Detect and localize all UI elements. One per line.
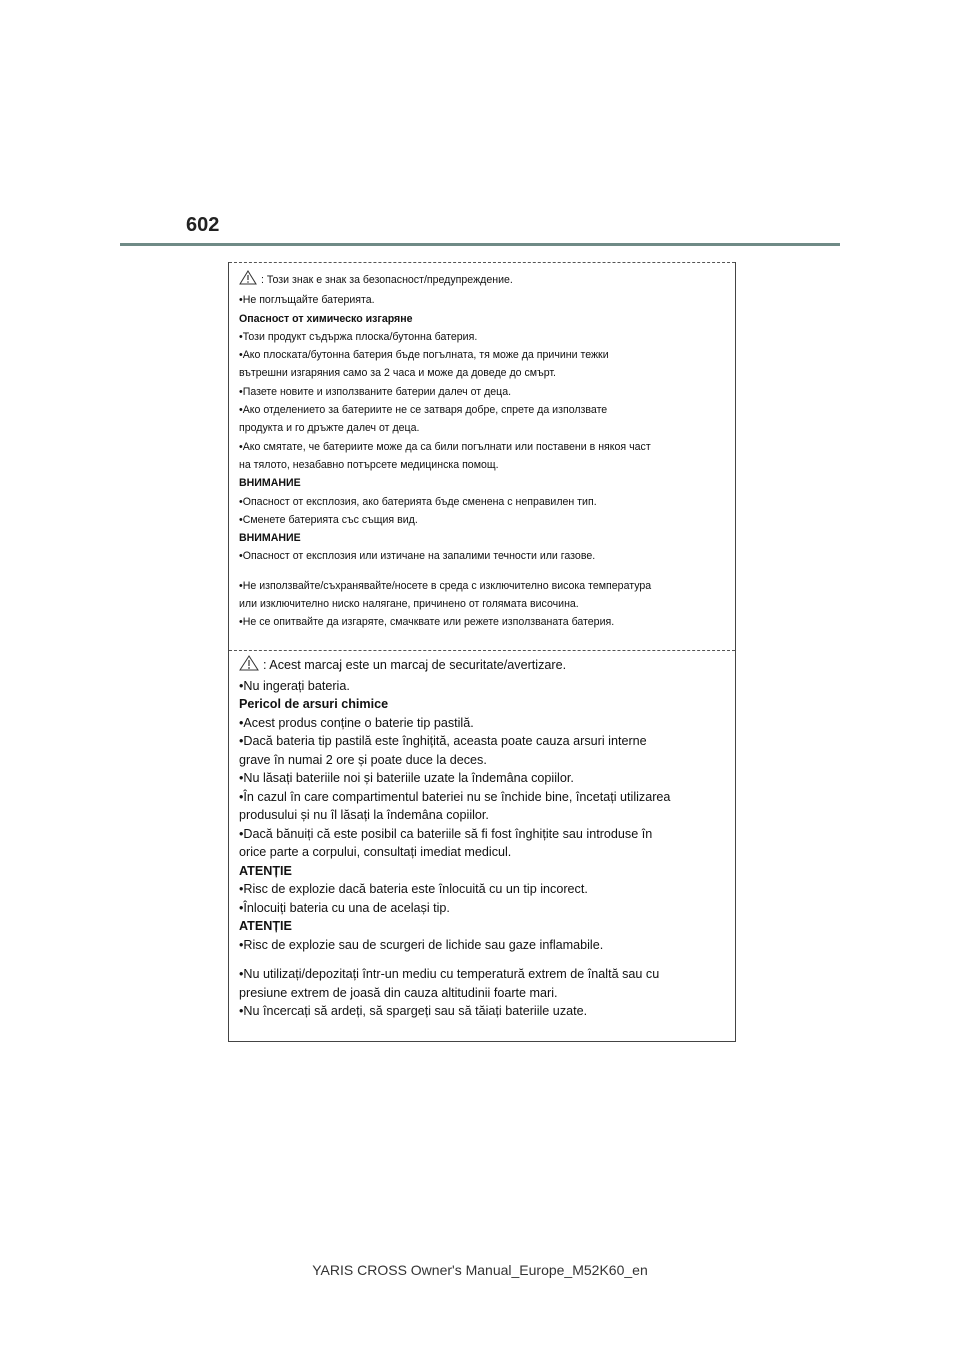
label-line: orice parte a corpului, consultați imediat medicul. bbox=[239, 845, 512, 859]
label-line: •Този продукт съдържа плоска/бутонна батерия. bbox=[239, 330, 478, 343]
label-heading: Pericol de arsuri chimice bbox=[239, 697, 389, 711]
label-top-border bbox=[229, 262, 735, 263]
label-line: •Nu încercați să ardeți, să spargeți sau să tăiați bateriile uzate. bbox=[239, 1004, 588, 1018]
label-line: •Înlocuiți bateria cu una de același tip. bbox=[239, 900, 450, 915]
label-section-romanian bbox=[239, 655, 729, 1021]
label-line: : Този знак е знак за безопасност/предупреждение. bbox=[239, 270, 729, 291]
label-line: продукта и го дръжте далеч от деца. bbox=[239, 422, 420, 435]
label-line: •Опасност от експлозия, ако батерията бъде сменена с неправилен тип. bbox=[239, 495, 597, 508]
label-line: •Не поглъщайте батерията. bbox=[239, 294, 375, 307]
label-line: •Пазете новите и използваните батерии далеч от деца. bbox=[239, 385, 512, 398]
battery-warning-label bbox=[228, 262, 736, 1042]
label-heading: ВНИМАНИЕ bbox=[239, 532, 301, 545]
label-line: produsului și nu îl lăsați la îndemâna copiilor. bbox=[239, 808, 489, 822]
label-line: •În cazul în care compartimentul bateriei nu se închide bine, încetați utilizarea bbox=[239, 789, 671, 804]
label-line: •Ако отделението за батериите не се затваря добре, спрете да използвате bbox=[239, 404, 608, 417]
label-line: •Не се опитвайте да изгаряте, смачквате или режете използваната батерия. bbox=[239, 616, 615, 629]
label-line: : Acest marcaj este un marcaj de securitate/avertizare. bbox=[239, 655, 729, 677]
label-line: •Dacă bateria tip pastilă este înghițită, aceasta poate cauza arsuri interne bbox=[239, 734, 647, 748]
page-footer: YARIS CROSS Owner's Manual_Europe_M52K60_en bbox=[312, 1262, 648, 1278]
label-line: •Опасност от експлозия или изтичане на запалими течности или газове. bbox=[239, 550, 596, 563]
label-heading: ATENȚIE bbox=[239, 919, 292, 933]
label-line: •Не използвайте/съхранявайте/носете в среда с изключително висока температура bbox=[239, 579, 652, 592]
warning-triangle-icon bbox=[239, 270, 257, 291]
page-number: 602 bbox=[186, 214, 220, 236]
label-line: вътрешни изгаряния само за 2 часа и може да доведе до смърт. bbox=[239, 367, 556, 380]
label-line: на тялото, незабавно потърсете медицинска помощ. bbox=[239, 458, 499, 471]
label-line: •Сменете батерията със същия вид. bbox=[239, 513, 418, 526]
label-line: presiune extrem de joasă din cauza altitudinii foarte mari. bbox=[239, 985, 558, 1000]
label-heading: ATENȚIE bbox=[239, 863, 292, 878]
label-line: •Ако плоската/бутонна батерия бъде погълната, тя може да причини тежки bbox=[239, 349, 609, 362]
label-heading: Опасност от химическо изгаряне bbox=[239, 312, 413, 325]
header-rule bbox=[120, 243, 840, 246]
label-line: •Nu utilizați/depozitați într-un mediu cu temperatură extrem de înaltă sau cu bbox=[239, 967, 660, 981]
label-section-divider bbox=[229, 650, 735, 651]
label-line: или изключително ниско налягане, причинено от голямата височина. bbox=[239, 598, 579, 611]
label-line: •Risc de explozie dacă bateria este înlocuită cu un tip incorect. bbox=[239, 882, 588, 896]
label-line: •Risc de explozie sau de scurgeri de lichide sau gaze inflamabile. bbox=[239, 937, 604, 952]
label-line: •Nu lăsați bateriile noi și bateriile uzate la îndemâna copiilor. bbox=[239, 771, 574, 785]
label-section-bulgarian bbox=[239, 270, 729, 632]
label-line: •Acest produs conține o baterie tip pastilă. bbox=[239, 715, 474, 730]
warning-triangle-icon bbox=[239, 655, 259, 677]
label-heading: ВНИМАНИЕ bbox=[239, 477, 301, 490]
label-line: grave în numai 2 ore și poate duce la deces. bbox=[239, 752, 487, 767]
label-line: •Ако смятате, че батериите може да са били погълнати или поставени в някоя част bbox=[239, 440, 651, 453]
label-line: •Dacă bănuiți că este posibil ca bateriile să fi fost înghițite sau introduse în bbox=[239, 826, 653, 841]
label-line: •Nu ingerați bateria. bbox=[239, 678, 350, 693]
